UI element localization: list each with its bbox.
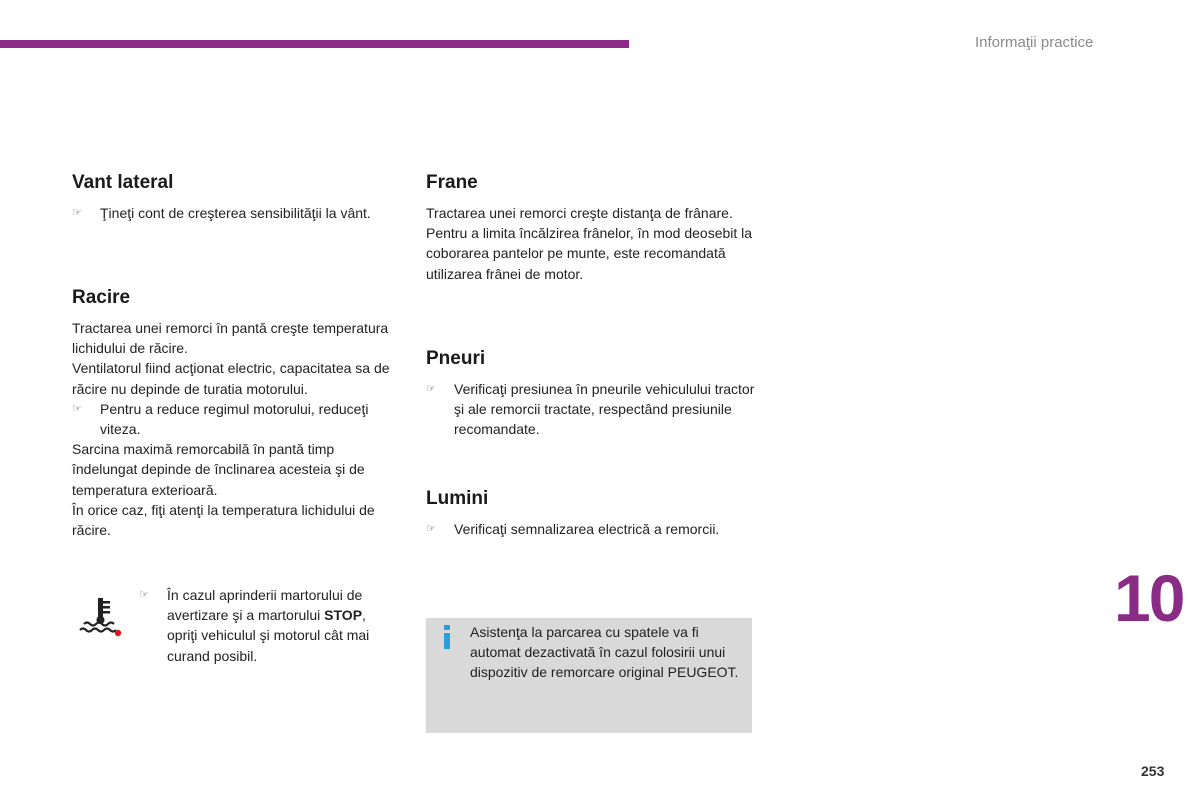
coolant-temperature-warning-icon xyxy=(78,596,124,640)
pointing-hand-icon: ☞ xyxy=(72,207,82,219)
section-vant-lateral xyxy=(72,172,402,223)
stop-label: STOP xyxy=(324,607,363,624)
chapter-number: 10 xyxy=(1114,561,1184,635)
bullet-text: Verificaţi semnalizarea electrică a remorcii. xyxy=(454,521,720,537)
section-pneuri xyxy=(426,348,756,440)
bullet-text: Ţineţi cont de creşterea sensibilităţii la vânt. xyxy=(100,205,371,221)
section-racire xyxy=(72,287,402,540)
section-title: Lumini xyxy=(426,488,489,509)
paragraph: Ventilatorul fiind acţionat electric, capacitatea sa de răcire nu depinde de turatia motorului. xyxy=(72,360,390,397)
paragraph: În orice caz, fiţi atenţi la temperatura lichidului de răcire. xyxy=(72,501,375,539)
section-title: Frane xyxy=(426,172,478,193)
pointing-hand-icon: ☞ xyxy=(426,523,436,535)
bullet-item xyxy=(72,203,402,223)
pointing-hand-icon: ☞ xyxy=(139,589,149,601)
warning-text-1: În cazul aprinderii martorului de avertizare şi a martorului xyxy=(167,587,363,624)
pointing-hand-icon: ☞ xyxy=(426,383,436,395)
section-frane xyxy=(426,172,756,284)
bullet-item xyxy=(426,519,756,539)
info-text: Asistenţa la parcarea cu spatele va fi automat dezactivată în cazul folosirii unui dispozitiv de remorcare original PEUGEOT. xyxy=(470,624,739,681)
paragraph: Tractarea unei remorci în pantă creşte temperatura lichidului de răcire. xyxy=(72,320,389,357)
bullet-text: Verificaţi presiunea în pneurile vehiculului tractor şi ale remorcii tractate, respectând presiunile recomandate. xyxy=(454,381,755,438)
section-lumini xyxy=(426,488,756,539)
bullet-text: Pentru a reduce regimul motorului, reduceţi viteza. xyxy=(100,400,369,438)
section-name: Informaţii practice xyxy=(975,34,1094,51)
page-number: 253 xyxy=(1141,763,1165,779)
paragraph: Tractarea unei remorci creşte distanţa de frânare. Pentru a limita încălzirea frânelor, în mod deosebit la coborarea pantelor pe munte, este recomandată utilizarea frânei de motor. xyxy=(426,205,753,282)
section-title: Racire xyxy=(72,287,131,308)
section-title: Pneuri xyxy=(426,348,486,369)
warning-text-2: , opriţi vehiculul şi motorul cât mai curand posibil. xyxy=(167,607,370,664)
pointing-hand-icon: ☞ xyxy=(72,402,82,415)
header-accent-bar xyxy=(0,40,629,48)
bullet-item xyxy=(72,399,402,439)
info-icon xyxy=(440,624,454,650)
section-title: Vant lateral xyxy=(72,172,174,193)
bullet-item xyxy=(426,379,756,440)
warning-note xyxy=(139,585,394,666)
paragraph: Sarcina maximă remorcabilă în pantă timp îndelungat depinde de înclinarea acesteia şi de temperatura exterioară. xyxy=(72,441,365,498)
